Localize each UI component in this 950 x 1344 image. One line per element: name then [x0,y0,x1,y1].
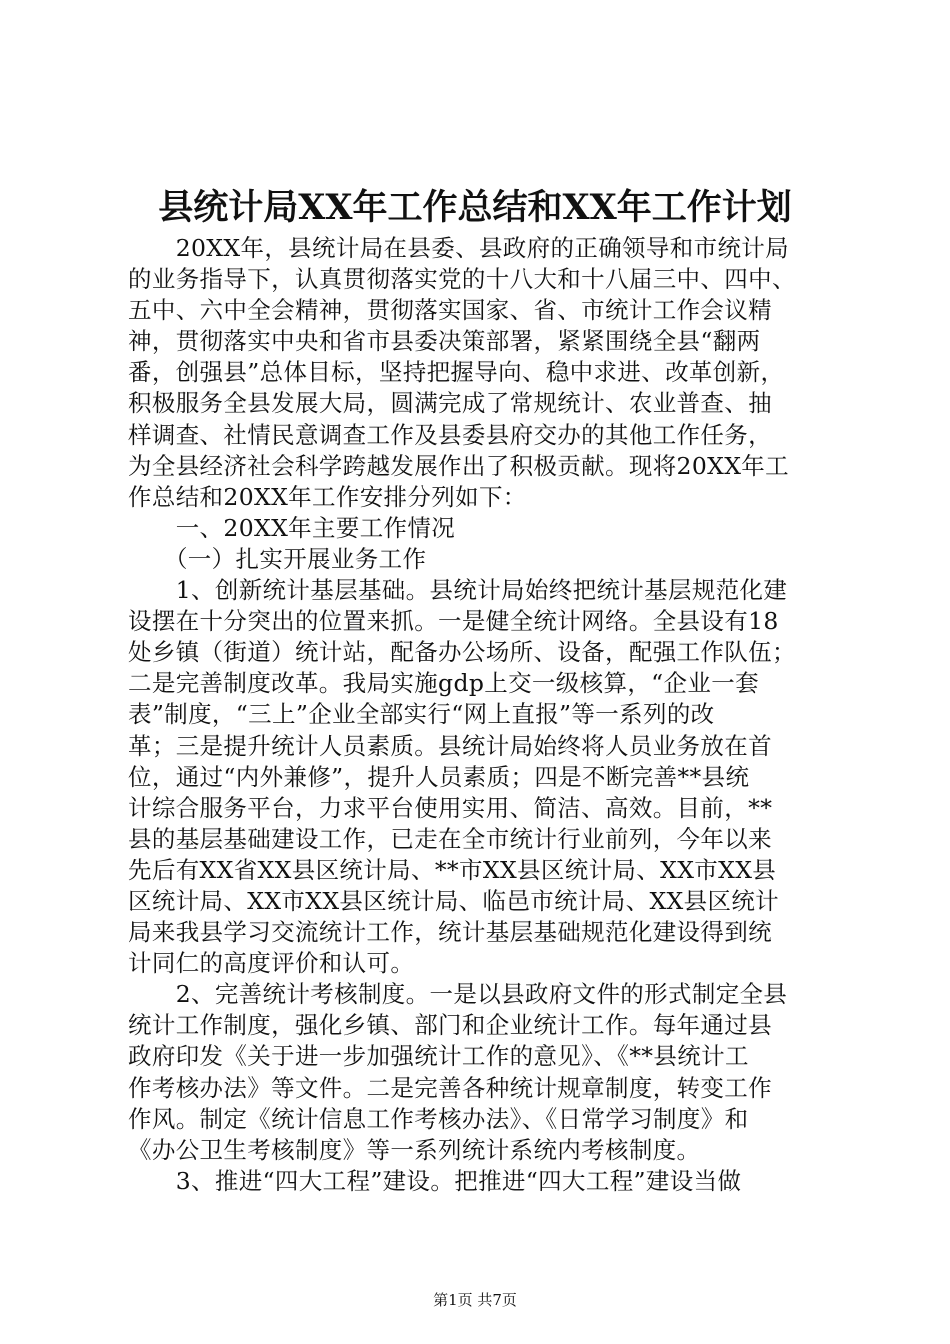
body-line: 县的基层基础建设工作，已走在全市统计行业前列，今年以来 [128,824,772,853]
document-body [128,233,828,1197]
body-line: 积极服务全县发展大局，圆满完成了常规统计、农业普查、抽 [128,389,772,418]
body-line: 神，贯彻落实中央和省市县委决策部署，紧紧围绕全县“翻两 [128,327,761,356]
body-line: 一、20XX年主要工作情况 [128,513,456,542]
body-line: 1、创新统计基层基础。县统计局始终把统计基层规范化建 [128,576,788,605]
body-line: 五中、六中全会精神，贯彻落实国家、省、市统计工作会议精 [128,296,772,325]
body-line: 处乡镇（街道）统计站，配备办公场所、设备，配强工作队伍； [128,638,796,667]
body-line: 样调查、社情民意调查工作及县委县府交办的其他工作任务， [128,420,772,449]
body-line: 2、完善统计考核制度。一是以县政府文件的形式制定全县 [128,980,788,1009]
body-line: 3、推进“四大工程”建设。把推进“四大工程”建设当做 [128,1166,742,1195]
body-line: 区统计局、XX市XX县区统计局、临邑市统计局、XX县区统计 [128,886,780,915]
body-line: 作风。制定《统计信息工作考核办法》、《日常学习制度》和 [128,1104,749,1133]
body-line: 局来我县学习交流统计工作，统计基层基础规范化建设得到统 [128,918,772,947]
body-line: 作考核办法》等文件。二是完善各种统计规章制度，转变工作 [128,1073,772,1102]
page-footer: 第1页 共7页 [433,1291,517,1309]
body-line: 为全县经济社会科学跨越发展作出了积极贡献。现将20XX年工 [128,451,790,480]
body-line: 统计工作制度，强化乡镇、部门和企业统计工作。每年通过县 [128,1011,772,1040]
body-line: 设摆在十分突出的位置来抓。一是健全统计网络。全县设有18 [128,607,779,636]
body-line: （一）扎实开展业务工作 [128,544,427,573]
body-line: 位，通过“内外兼修”，提升人员素质；四是不断完善**县统 [128,762,750,791]
body-line: 表”制度，“三上”企业全部实行“网上直报”等一系列的改 [128,700,715,729]
body-line: 革；三是提升统计人员素质。县统计局始终将人员业务放在首 [128,731,772,760]
body-line: 二是完善制度改革。我局实施gdp上交一级核算，“企业一套 [128,669,759,698]
body-line: 政府印发《关于进一步加强统计工作的意见》、《**县统计工 [128,1042,749,1071]
body-line: 20XX年，县统计局在县委、县政府的正确领导和市统计局 [128,234,790,262]
body-line: 番，创强县”总体目标，坚持把握导向、稳中求进、改革创新， [128,358,785,387]
body-line: 计综合服务平台，力求平台使用实用、简洁、高效。目前，** [128,793,773,822]
body-line: 计同仁的高度评价和认可。 [128,949,415,978]
body-line: 的业务指导下，认真贯彻落实党的十八大和十八届三中、四中、 [128,265,796,294]
body-line: 《办公卫生考核制度》等一系列统计系统内考核制度。 [128,1135,701,1164]
body-line: 先后有XX省XX县区统计局、**市XX县区统计局、XX市XX县 [128,855,777,884]
body-line: 作总结和20XX年工作安排分列如下： [128,482,527,511]
document-title: 县统计局XX年工作总结和XX年工作计划 [158,187,792,228]
